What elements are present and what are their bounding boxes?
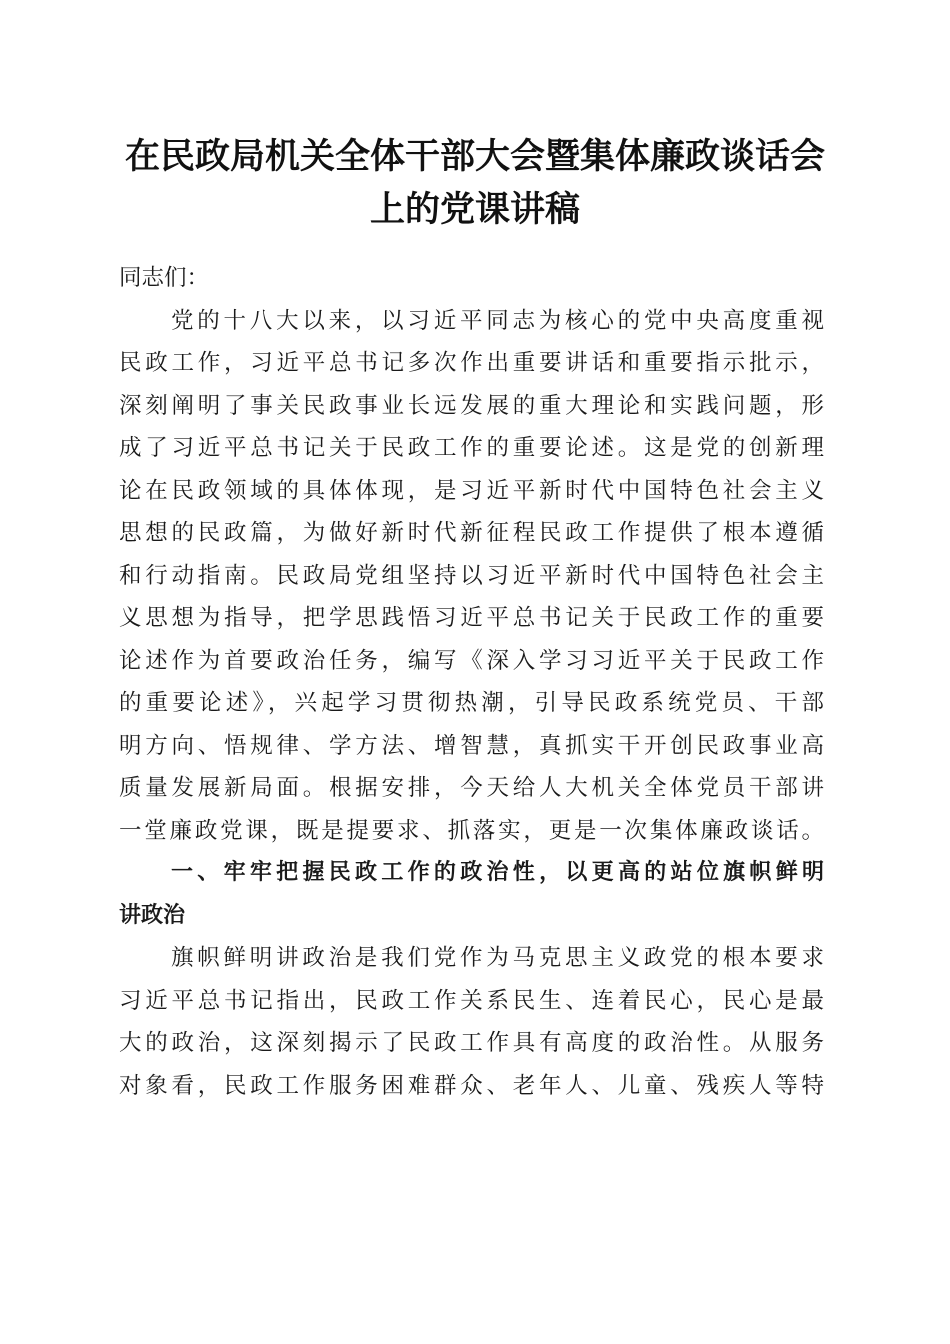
paragraph-section-1 (119, 937, 824, 1107)
document-title (100, 130, 850, 236)
paragraph-line: 和行动指南。民政局党组坚持以习近平新时代中国特色社会主 (119, 562, 824, 589)
paragraph-line: 民政工作，习近平总书记多次作出重要讲话和重要指示批示， (119, 350, 824, 376)
document-body (119, 257, 824, 1107)
paragraph-line: 明方向、悟规律、学方法、增智慧，真抓实干开创民政事业高 (119, 732, 824, 759)
title-line: 在民政局机关全体干部大会暨集体廉政谈话会 (124, 136, 825, 177)
paragraph-intro (119, 300, 824, 853)
title-line: 上的党课讲稿 (369, 189, 580, 230)
paragraph-line: 党的十八大以来，以习近平同志为核心的党中央高度重视 (171, 307, 824, 334)
paragraph-line: 大的政治，这深刻揭示了民政工作具有高度的政治性。从服务 (119, 1030, 824, 1056)
paragraph-line: 习近平总书记指出，民政工作关系民生、连着民心，民心是最 (119, 987, 824, 1014)
paragraph-line: 论述作为首要政治任务，编写《深入学习习近平关于民政工作 (119, 647, 824, 674)
paragraph-line: 论在民政领域的具体体现，是习近平新时代中国特色社会主义 (119, 477, 824, 504)
paragraph-line: 对象看，民政工作服务困难群众、老年人、儿童、残疾人等特 (119, 1072, 824, 1099)
heading-line: 一、牢牢把握民政工作的政治性，以更高的站位旗帜鲜明 (171, 860, 824, 885)
salutation: 同志们： (119, 265, 210, 291)
paragraph-line: 质量发展新局面。根据安排，今天给人大机关全体党员干部讲 (119, 775, 824, 801)
paragraph-line: 旗帜鲜明讲政治是我们党作为马克思主义政党的根本要求 (171, 945, 824, 971)
section-heading-1 (119, 852, 824, 937)
heading-line: 讲政治 (119, 902, 186, 928)
paragraph-line: 成了习近平总书记关于民政工作的重要论述。这是党的创新理 (119, 435, 824, 461)
paragraph-line: 一堂廉政党课，既是提要求、抓落实，更是一次集体廉政谈话。 (119, 817, 824, 844)
paragraph-line: 深刻阐明了事关民政事业长远发展的重大理论和实践问题，形 (119, 392, 824, 419)
paragraph-line: 义思想为指导，把学思践悟习近平总书记关于民政工作的重要 (119, 605, 824, 631)
paragraph-line: 的重要论述》，兴起学习贯彻热潮，引导民政系统党员、干部 (119, 690, 824, 716)
paragraph-line: 思想的民政篇，为做好新时代新征程民政工作提供了根本遵循 (119, 520, 824, 546)
